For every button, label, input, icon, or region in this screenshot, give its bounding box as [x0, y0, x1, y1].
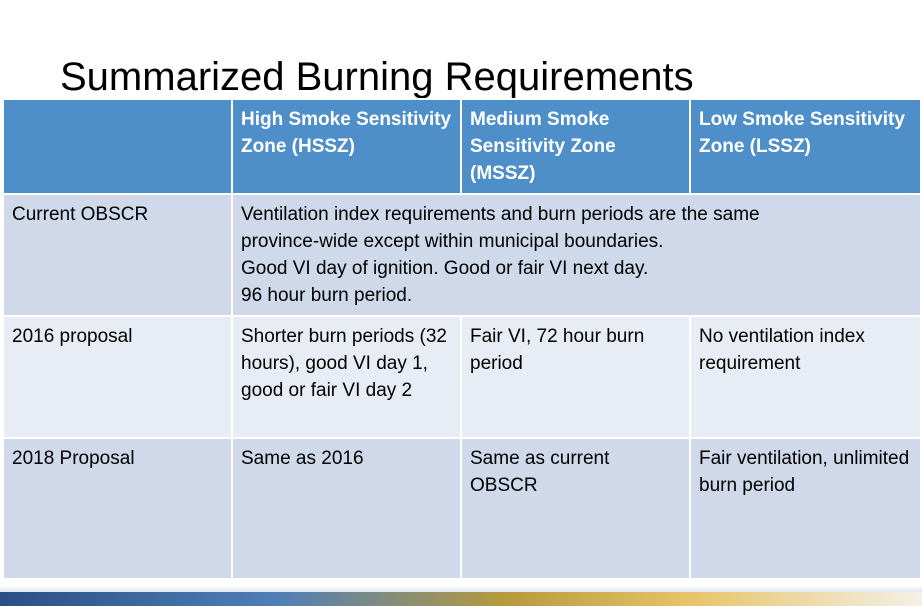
cell-2016-hssz: Shorter burn periods (32 hours), good VI day 1, good or fair VI day 2	[232, 316, 461, 438]
merged-line-2: province-wide except within municipal boundaries.	[241, 231, 664, 252]
row-label-current-obscr: Current OBSCR	[3, 194, 232, 316]
table-row-current-obscr	[3, 194, 921, 316]
row-label-2016-proposal: 2016 proposal	[3, 316, 232, 438]
slide-title: Summarized Burning Requirements	[60, 54, 694, 99]
table-row-2016-proposal	[3, 316, 921, 438]
header-cell-empty	[3, 99, 232, 194]
row-label-2018-proposal: 2018 Proposal	[3, 438, 232, 579]
merged-line-1: Ventilation index requirements and burn periods are the same	[241, 204, 760, 225]
merged-line-3: Good VI day of ignition. Good or fair VI next day.	[241, 258, 649, 279]
current-obscr-merged-cell	[232, 194, 921, 316]
merged-line-4: 96 hour burn period.	[241, 285, 413, 306]
table-row-2018-proposal	[3, 438, 921, 579]
header-cell-lssz: Low Smoke Sensitivity Zone (LSSZ)	[690, 99, 921, 194]
table-header-row	[3, 99, 921, 194]
header-cell-hssz: High Smoke Sensitivity Zone (HSSZ)	[232, 99, 461, 194]
cell-2016-lssz: No ventilation index requirement	[690, 316, 921, 438]
footer-decorative-bar	[0, 592, 922, 606]
header-cell-mssz: Medium Smoke Sensitivity Zone (MSSZ)	[461, 99, 690, 194]
cell-2016-mssz: Fair VI, 72 hour burn period	[461, 316, 690, 438]
cell-2018-lssz: Fair ventilation, unlimited burn period	[690, 438, 921, 579]
burning-requirements-table	[2, 98, 922, 580]
cell-2018-mssz: Same as current OBSCR	[461, 438, 690, 579]
cell-2018-hssz: Same as 2016	[232, 438, 461, 579]
